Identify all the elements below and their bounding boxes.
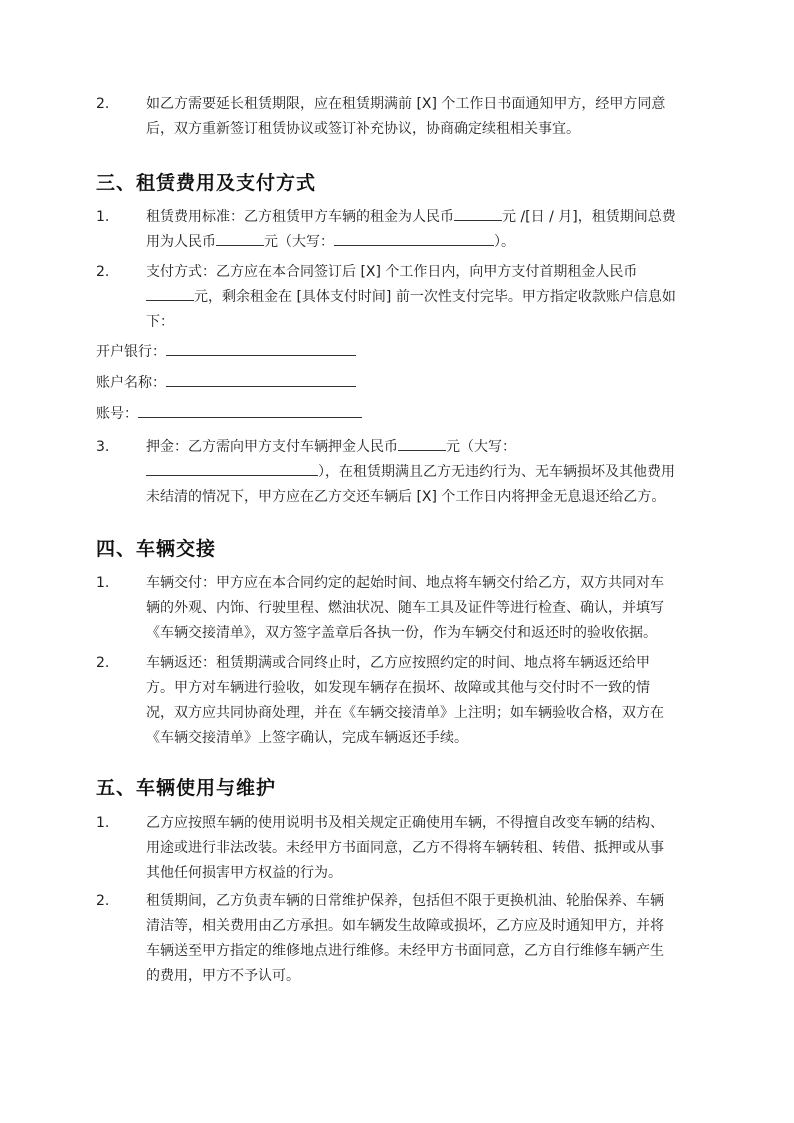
clause-line: 未结清的情况下，甲方应在乙方交还车辆后 [X] 个工作日内将押金无息退还给乙方。	[146, 489, 666, 505]
fill-in-blank	[138, 402, 362, 418]
fill-in-blank	[166, 340, 356, 356]
clause-line: 《车辆交接清单》，双方签字盖章后各执一份，作为车辆交付和返还时的验收依据。	[146, 625, 657, 641]
section-heading-4: 四、车辆交接	[96, 538, 217, 560]
blank-line	[146, 460, 318, 476]
clause-line: 下：	[146, 314, 174, 330]
clause-number: 2.	[96, 264, 110, 280]
clause-line: 方。甲方对车辆进行验收，如发现车辆存在损坏、故障或其他与交付时不一致的情	[146, 680, 650, 696]
clause-number: 1.	[96, 815, 110, 831]
account-number-field	[96, 402, 362, 427]
clause-3-1	[96, 205, 706, 255]
blank-line	[216, 230, 264, 246]
clause-line: 车辆交付：甲方应在本合同约定的起始时间、地点将车辆交付给乙方，双方共同对车	[146, 575, 664, 591]
clause-line: 的费用，甲方不予认可。	[146, 968, 300, 984]
blank-line	[398, 435, 446, 451]
clause-line	[146, 230, 706, 255]
clause-2-2	[96, 92, 706, 142]
clause-5-1	[96, 811, 706, 886]
clause-line: 后，双方重新签订租赁协议或签订补充协议，协商确定续租相关事宜。	[146, 121, 580, 137]
clause-text	[146, 889, 706, 989]
clause-line: 支付方式：乙方应在本合同签订后 [X] 个工作日内，向甲方支付首期租金人民币	[146, 264, 638, 280]
text-fragment: 押金：乙方需向甲方支付车辆押金人民币	[146, 439, 398, 455]
clause-line: 《车辆交接清单》上签字确认，完成车辆返还手续。	[146, 730, 468, 746]
clause-number: 1.	[96, 209, 110, 225]
blank-line	[334, 230, 494, 246]
clause-text	[146, 651, 706, 751]
field-label: 账号：	[96, 406, 138, 422]
clause-number: 2.	[96, 655, 110, 671]
blank-line	[454, 205, 502, 221]
section-heading-3: 三、租赁费用及支付方式	[96, 172, 317, 194]
text-fragment: ），在租赁期满且乙方无违约行为、无车辆损坏及其他费用	[318, 464, 675, 480]
clause-text	[146, 205, 706, 255]
clause-text	[146, 435, 706, 510]
section-heading-5: 五、车辆使用与维护	[96, 777, 277, 799]
clause-3-2	[96, 260, 706, 335]
clause-text	[146, 571, 706, 646]
clause-4-2	[96, 651, 706, 751]
clause-line: 其他任何损害甲方权益的行为。	[146, 865, 342, 881]
clause-line: 车辆返还：租赁期满或合同终止时，乙方应按照约定的时间、地点将车辆返还给甲	[146, 655, 650, 671]
clause-4-1	[96, 571, 706, 646]
clause-number: 3.	[96, 439, 110, 455]
clause-line	[146, 205, 706, 230]
clause-text	[146, 811, 706, 886]
clause-line: 如乙方需要延长租赁期限，应在租赁期满前 [X] 个工作日书面通知甲方，经甲方同意	[146, 96, 666, 112]
clause-number: 2.	[96, 893, 110, 909]
field-label: 开户银行：	[96, 344, 166, 360]
clause-line: 况，双方应共同协商处理，并在《车辆交接清单》上注明；如车辆验收合格，双方在	[146, 705, 664, 721]
account-name-field	[96, 371, 356, 396]
clause-line: 车辆送至甲方指定的维修地点进行维修。未经甲方书面同意，乙方自行维修车辆产生	[146, 943, 664, 959]
clause-text	[146, 260, 706, 335]
clause-number: 2.	[96, 96, 110, 112]
bank-name-field	[96, 340, 356, 365]
clause-line: 辆的外观、内饰、行驶里程、燃油状况、随车工具及证件等进行检查、确认，并填写	[146, 600, 664, 616]
clause-line: 租赁期间，乙方负责车辆的日常维护保养，包括但不限于更换机油、轮胎保养、车辆	[146, 893, 664, 909]
clause-line	[146, 285, 706, 310]
field-label: 账户名称：	[96, 375, 166, 391]
text-fragment: ）。	[494, 234, 515, 250]
text-fragment: 元（大写：	[264, 234, 334, 250]
clause-number: 1.	[96, 575, 110, 591]
text-fragment: 用为人民币	[146, 234, 216, 250]
text-fragment: 元（大写：	[446, 439, 516, 455]
clause-line: 清洁等，相关费用由乙方承担。如车辆发生故障或损坏，乙方应及时通知甲方，并将	[146, 918, 664, 934]
clause-3-3	[96, 435, 706, 510]
text-fragment: 元 /[日 / 月]，租赁期间总费	[502, 209, 676, 225]
clause-5-2	[96, 889, 706, 989]
clause-line	[146, 460, 706, 485]
fill-in-blank	[166, 371, 356, 387]
text-fragment: 租赁费用标准：乙方租赁甲方车辆的租金为人民币	[146, 209, 454, 225]
text-fragment: 元，剩余租金在 [具体支付时间] 前一次性支付完毕。甲方指定收款账户信息如	[194, 289, 676, 305]
clause-line: 用途或进行非法改装。未经甲方书面同意，乙方不得将车辆转租、转借、抵押或从事	[146, 840, 664, 856]
clause-line	[146, 435, 706, 460]
blank-line	[146, 285, 194, 301]
clause-line: 乙方应按照车辆的使用说明书及相关规定正确使用车辆，不得擅自改变车辆的结构、	[146, 815, 664, 831]
clause-text	[146, 92, 706, 142]
